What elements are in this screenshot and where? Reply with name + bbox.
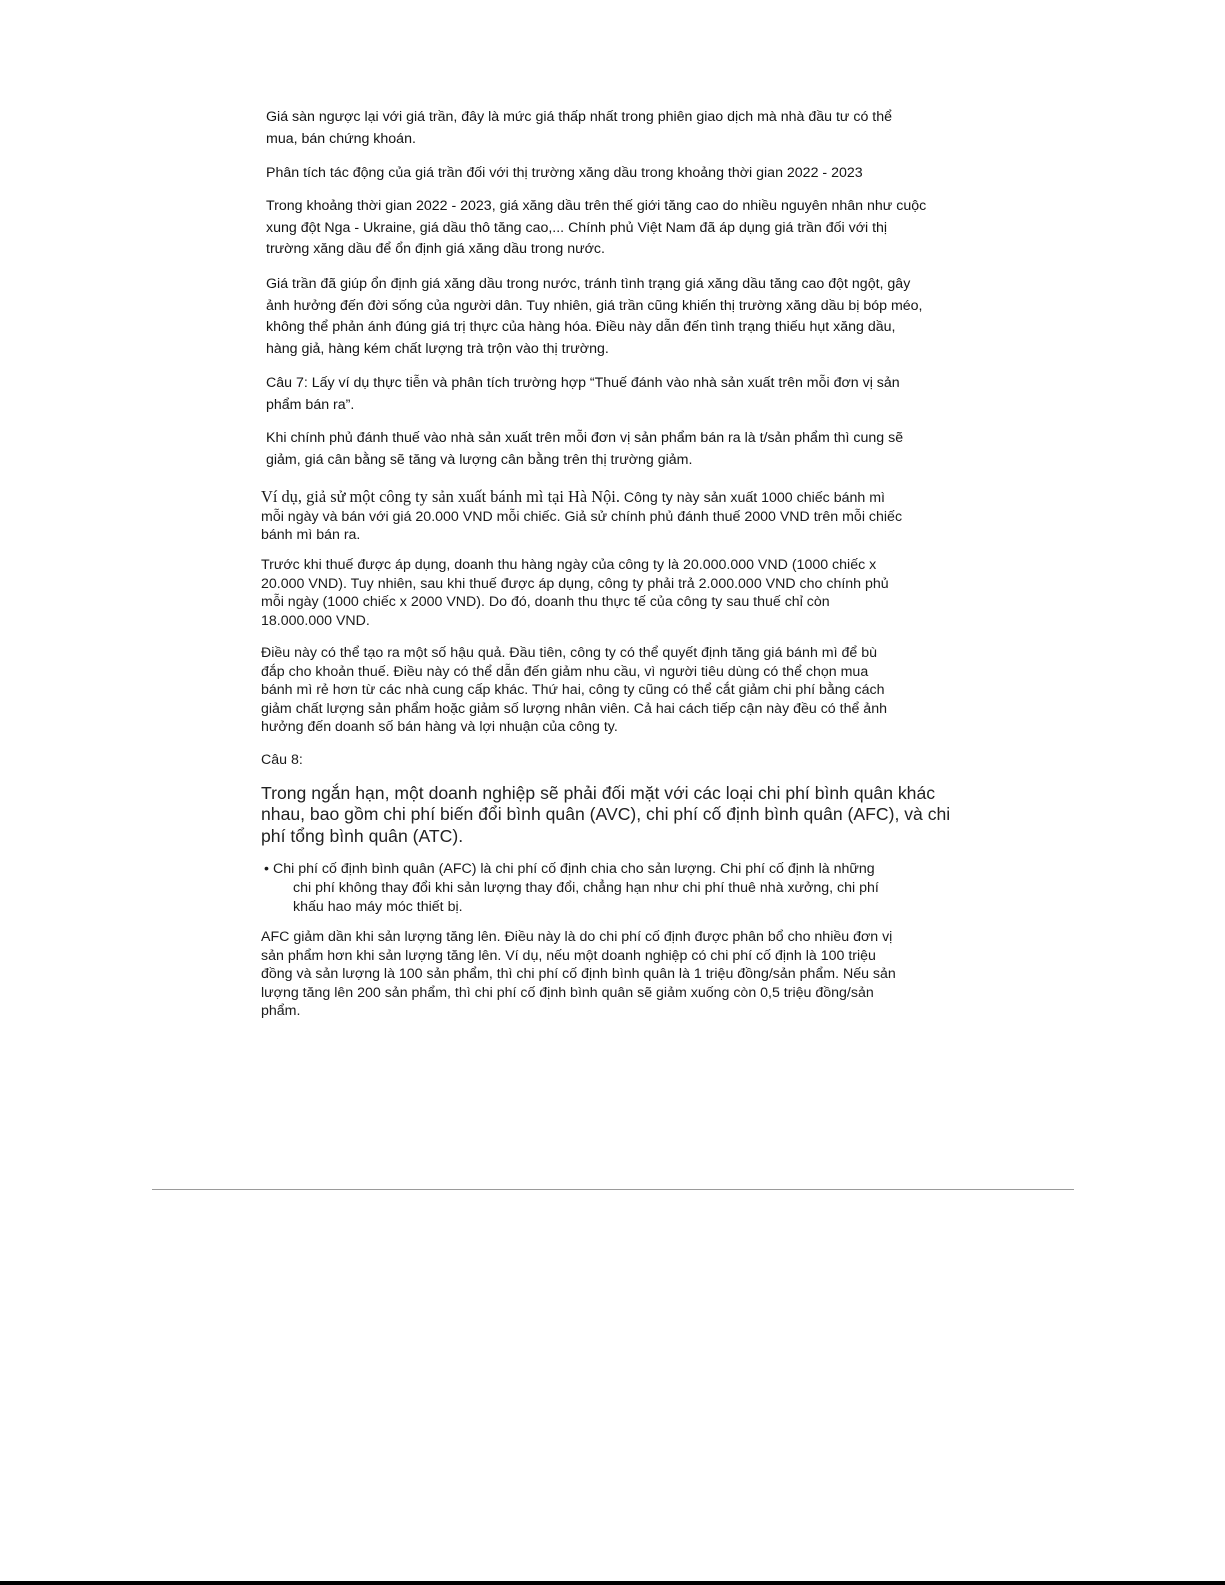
paragraph-afc-decrease — [261, 928, 896, 1021]
text-line: đồng và sản lượng là 100 sản phẩm, thì chi phí cố định bình quân là 1 triệu đồng/sản phẩm. Nếu sản — [261, 966, 896, 983]
text-line: chi phí không thay đổi khi sản lượng thay đổi, chẳng hạn như chi phí thuê nhà xưởng, chi phí — [293, 880, 879, 896]
paragraph-tax-effect — [266, 428, 903, 471]
page-divider — [152, 1189, 1074, 1190]
bullet-mark: • — [264, 861, 269, 877]
text-line: Trong ngắn hạn, một doanh nghiệp sẽ phải đối mặt với các loại chi phí bình quân khác — [261, 783, 936, 803]
serif-lead-text: Ví dụ, giả sử một công ty sản xuất bánh mì tại Hà Nội. — [261, 487, 620, 506]
text-line: hưởng đến doanh số bán hàng và lợi nhuận của công ty. — [261, 719, 618, 736]
text-line: lượng tăng lên 200 sản phẩm, thì chi phí cố định bình quân sẽ giảm xuống còn 0,5 triệu đồng/sản — [261, 984, 874, 1001]
paragraph-question-8 — [261, 751, 303, 770]
bullet-item-afc — [264, 860, 964, 920]
text-line: nhau, bao gồm chi phí biến đổi bình quân (AVC), chi phí cố định bình quân (AFC), và chi — [261, 804, 951, 825]
text-line: mua, bán chứng khoán. — [266, 130, 416, 147]
text-line: giảm, giá cân bằng sẽ tăng và lượng cân bằng trên thị trường giảm. — [266, 451, 693, 468]
text-line: Điều này có thể tạo ra một số hậu quả. Đầu tiên, công ty có thể quyết định tăng giá bánh mì để bù — [261, 645, 877, 661]
text-line: xung đột Nga - Ukraine, giá dầu thô tăng cao,... Chính phủ Việt Nam đã áp dụng giá trần đối với thị — [266, 219, 888, 236]
text-line: đắp cho khoản thuế. Điều này có thể dẫn đến giảm nhu cầu, vì người tiêu dùng có thể chọn mua — [261, 663, 869, 680]
text-run: Công ty này sản xuất 1000 chiếc bánh mì — [619, 490, 885, 506]
text-line: Câu 8: — [261, 752, 303, 768]
text-line: không thể phản ánh đúng giá trị thực của hàng hóa. Điều này dẫn đến tình trạng thiếu hụt xăng dầu, — [266, 319, 896, 335]
text-line: Trong khoảng thời gian 2022 - 2023, giá xăng dầu trên thế giới tăng cao do nhiều nguyên nhân như cuộc — [266, 198, 927, 214]
paragraph-bread-example — [261, 488, 902, 545]
text-line: phẩm bán ra”. — [266, 396, 355, 413]
text-line: phí tổng bình quân (ATC). — [261, 825, 464, 846]
paragraph-question-7 — [266, 373, 900, 416]
text-line: Giá trần đã giúp ổn định giá xăng dầu trong nước, tránh tình trạng giá xăng dầu tăng cao đột ngột, gây — [266, 276, 911, 292]
text-line: khấu hao máy móc thiết bị. — [293, 899, 463, 915]
text-line: Trước khi thuế được áp dụng, doanh thu hàng ngày của công ty là 20.000.000 VND (1000 chiếc x — [261, 557, 877, 573]
text-line: 18.000.000 VND. — [261, 612, 370, 629]
paragraph-revenue — [261, 556, 889, 630]
text-line: Chi phí cố định bình quân (AFC) là chi phí cố định chia cho sản lượng. Chi phí cố định là những — [273, 861, 875, 877]
text-line: giảm chất lượng sản phẩm hoặc giảm số lượng nhân viên. Cả hai cách tiếp cận này đều có thể ảnh — [261, 700, 887, 717]
paragraph-floor-price — [266, 107, 892, 150]
text-line: Giá sàn ngược lại với giá trần, đây là mức giá thấp nhất trong phiên giao dịch mà nhà đầu tư có thể — [266, 109, 892, 125]
text-line: Phân tích tác động của giá trần đối với thị trường xăng dầu trong khoảng thời gian 2022 - 2023 — [266, 165, 863, 181]
text-line: bánh mì rẻ hơn từ các nhà cung cấp khác. Thứ hai, công ty cũng có thể cắt giảm chi phí bằng cách — [261, 682, 885, 699]
paragraph-ceiling-effects — [266, 274, 923, 360]
text-line: 20.000 VND). Tuy nhiên, sau khi thuế được áp dụng, công ty phải trả 2.000.000 VND cho chính phủ — [261, 575, 889, 592]
text-line: trường xăng dầu để ổn định giá xăng dầu trong nước. — [266, 241, 605, 257]
text-line: bánh mì bán ra. — [261, 527, 361, 544]
text-line: mỗi ngày (1000 chiếc x 2000 VND). Do đó, doanh thu thực tế của công ty sau thuế chỉ còn — [261, 594, 830, 611]
text-line: Khi chính phủ đánh thuế vào nhà sản xuất trên mỗi đơn vị sản phẩm bán ra là t/sản phẩm thì cung sẽ — [266, 430, 904, 446]
text-line: phẩm. — [261, 1003, 301, 1020]
paragraph-fuel-context — [266, 196, 926, 261]
text-line — [261, 488, 902, 508]
paragraph-consequences — [261, 644, 887, 737]
text-line: mỗi ngày và bán với giá 20.000 VND mỗi chiếc. Giả sử chính phủ đánh thuế 2000 VND trên mỗi chiếc — [261, 508, 903, 525]
text-line: ảnh hưởng đến đời sống của người dân. Tuy nhiên, giá trần cũng khiến thị trường xăng dầu bị bóp méo, — [266, 297, 923, 314]
text-line: Câu 7: Lấy ví dụ thực tiễn và phân tích trường hợp “Thuế đánh vào nhà sản xuất trên mỗi đơn vị sản — [266, 375, 900, 391]
bottom-edge-bar — [0, 1581, 1225, 1585]
paragraph-analysis-heading — [266, 163, 863, 185]
text-line: AFC giảm dần khi sản lượng tăng lên. Điều này là do chi phí cố định được phân bổ cho nhiều đơn vị — [261, 929, 893, 945]
text-line: hàng giả, hàng kém chất lượng trà trộn vào thị trường. — [266, 340, 609, 357]
text-line: sản phẩm hơn khi sản lượng tăng lên. Ví dụ, nếu một doanh nghiệp có chi phí cố định là 100 triệu — [261, 947, 876, 964]
paragraph-average-costs — [261, 783, 950, 847]
